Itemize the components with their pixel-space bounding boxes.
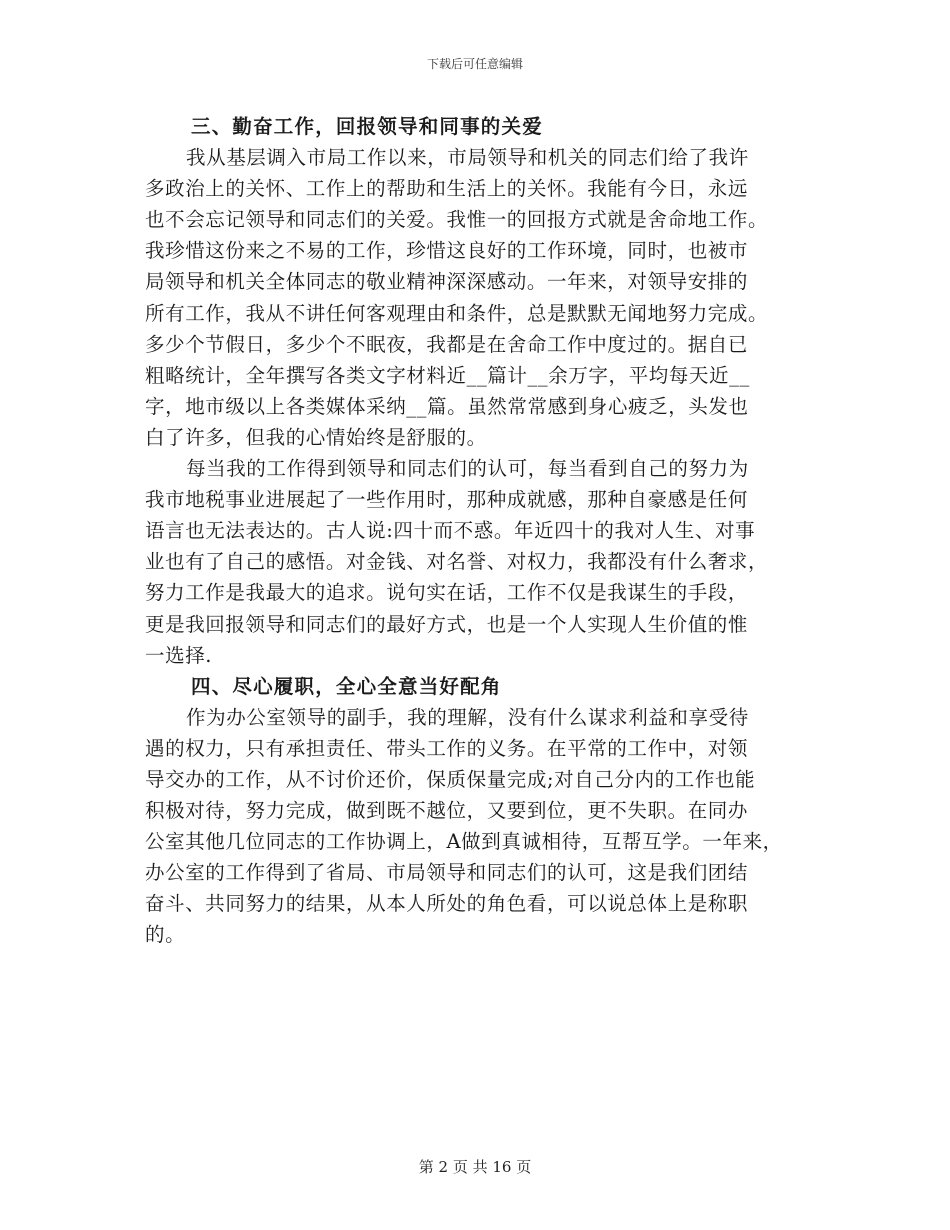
text-line: 办公室的工作得到了省局、市局领导和同志们的认可，这是我们团结 [145, 861, 749, 885]
text-line: 的。 [145, 923, 186, 947]
section-4-paragraph-1 [145, 702, 825, 951]
text-line: 多政治上的关怀、工作上的帮助和生活上的关怀。我能有今日，永远 [145, 177, 749, 201]
section-3-paragraph-1 [145, 142, 825, 453]
section-4-heading: 四、尽心履职，全心全意当好配角 [191, 674, 502, 698]
text-line: 我珍惜这份来之不易的工作，珍惜这良好的工作环境，同时，也被市 [145, 239, 749, 263]
text-line: 公室其他几位同志的工作协调上，A做到真诚相待，互帮互学。一年来， [145, 830, 783, 854]
text-line: 也不会忘记领导和同志们的关爱。我惟一的回报方式就是舍命地工作。 [145, 208, 769, 232]
page-header: 下载后可任意编辑 [426, 57, 523, 71]
text-line: 更是我回报领导和同志们的最好方式，也是一个人实现人生价值的惟 [145, 612, 749, 636]
text-line: 一选择. [145, 643, 213, 667]
text-line: 多少个节假日，多少个不眠夜，我都是在舍命工作中度过的。据自已 [145, 332, 749, 356]
text-line: 字，地市级以上各类媒体采纳__篇。虽然常常感到身心疲乏，头发也 [145, 394, 749, 418]
text-line: 语言也无法表达的。古人说:四十而不惑。年近四十的我对人生、对事 [145, 519, 756, 543]
text-line: 粗略统计，全年撰写各类文字材料近__篇计__余万字，平均每天近__ [145, 363, 750, 387]
text-line: 积极对待，努力完成，做到既不越位，又要到位，更不失职。在同办 [145, 799, 749, 823]
text-line: 作为办公室领导的副手，我的理解，没有什么谋求利益和享受待 [186, 705, 749, 729]
section-3-paragraph-2 [145, 453, 825, 671]
text-line: 努力工作是我最大的追求。说句实在话，工作不仅是我谋生的手段， [145, 581, 749, 605]
text-line: 我市地税事业进展起了一些作用时，那种成就感，那种自豪感是任何 [145, 488, 749, 512]
text-line: 遇的权力，只有承担责任、带头工作的义务。在平常的工作中，对领 [145, 736, 749, 760]
text-line: 业也有了自己的感悟。对金钱、对名誉、对权力，我都没有什么奢求， [145, 550, 769, 574]
text-line: 所有工作，我从不讲任何客观理由和条件，总是默默无闻地努力完成。 [145, 301, 769, 325]
text-line: 每当我的工作得到领导和同志们的认可，每当看到自己的努力为 [186, 457, 749, 481]
text-line: 奋斗、共同努力的结果，从本人所处的角色看，可以说总体上是称职 [145, 892, 749, 916]
page-number-footer: 第 2 页 共 16 页 [418, 1158, 532, 1176]
text-line: 导交办的工作，从不讨价还价，保质保量完成;对自己分内的工作也能 [145, 767, 756, 791]
text-line: 局领导和机关全体同志的敬业精神深深感动。一年来，对领导安排的 [145, 270, 749, 294]
document-body [145, 111, 825, 951]
text-line: 白了许多，但我的心情始终是舒服的。 [145, 425, 487, 449]
section-3-heading: 三、勤奋工作，回报领导和同事的关爱 [191, 115, 543, 138]
text-line: 我从基层调入市局工作以来，市局领导和机关的同志们给了我许 [186, 146, 749, 170]
